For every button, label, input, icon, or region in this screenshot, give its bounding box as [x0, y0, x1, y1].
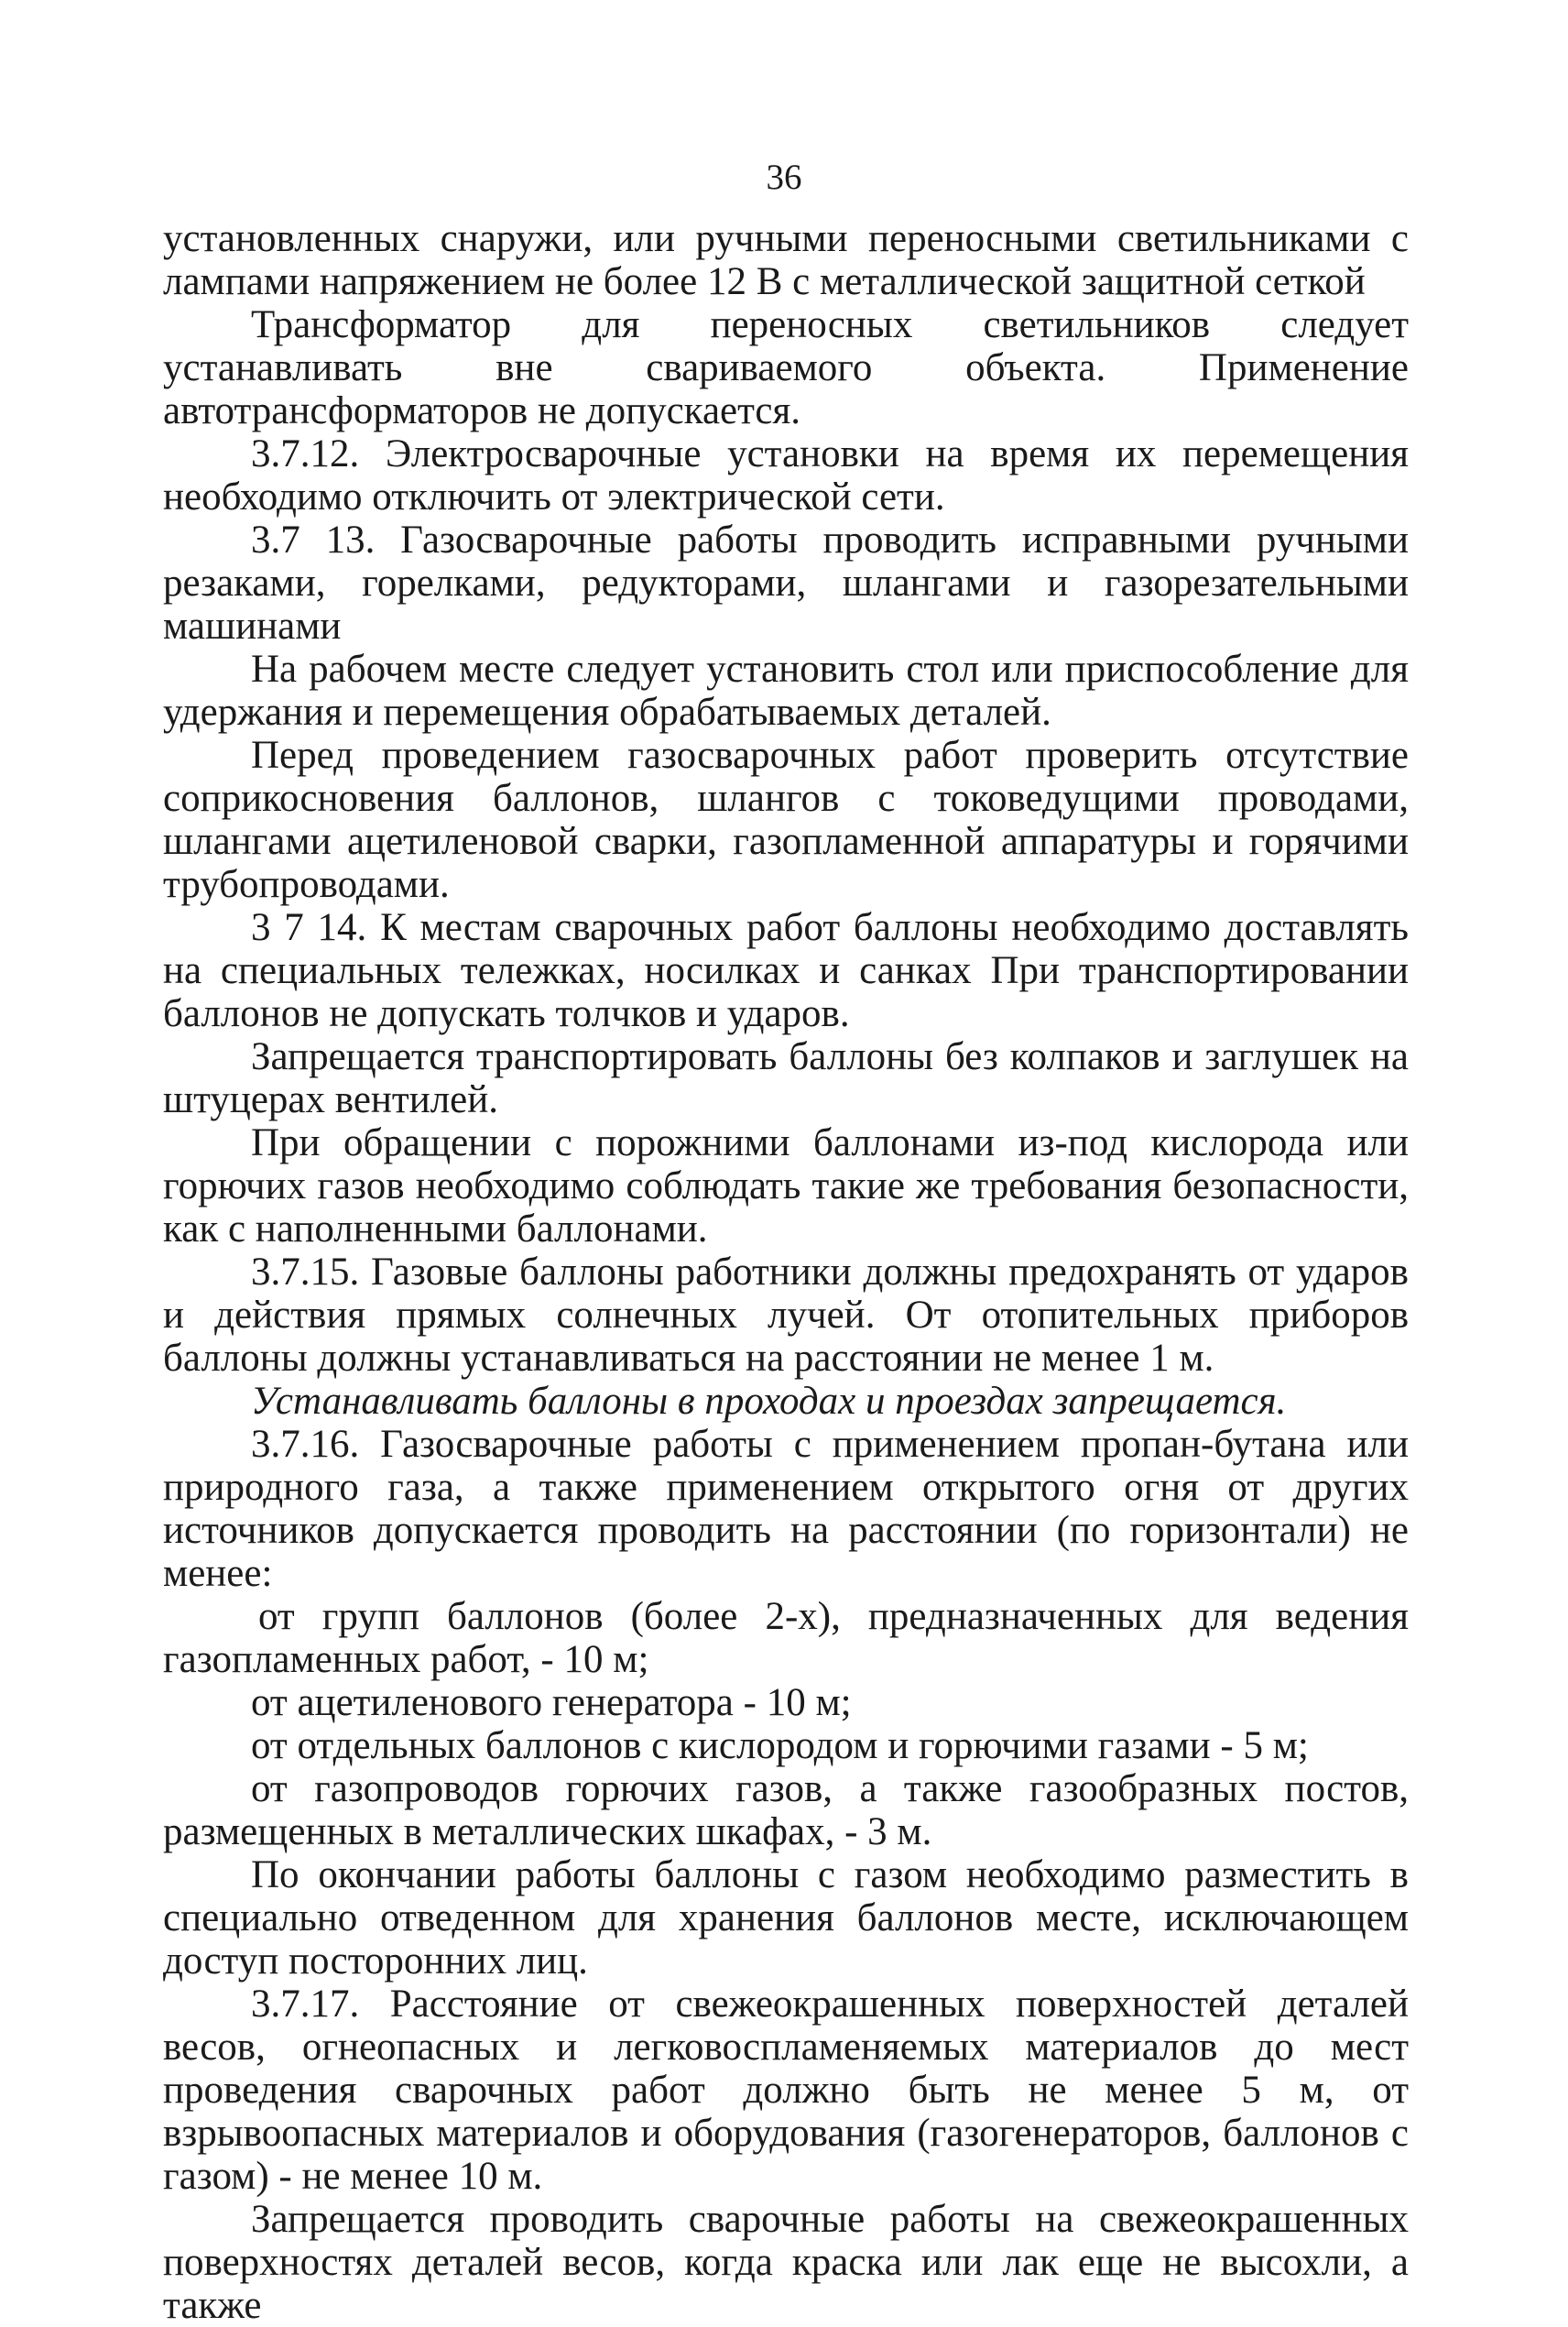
list-item: от ацетиленового генератора - 10 м;: [251, 1681, 852, 1724]
paragraph: 3.7.15. Газовые баллоны работники должны предохранять от ударов и действия прямых солнечных лучей. От отопительных приборов баллоны должны устанавливаться на расстоянии не менее 1 м.: [163, 1251, 1409, 1380]
document-body: [163, 217, 1409, 2327]
paragraph: Устанавливать баллоны в проходах и проездах запрещается.: [251, 1380, 1287, 1423]
paragraph: 3.7.12. Электросварочные установки на время их перемещения необходимо отключить от электрической сети.: [163, 432, 1409, 519]
paragraph: На рабочем месте следует установить стол или приспособление для удержания и перемещения обрабатываемых деталей.: [163, 648, 1409, 734]
list-item: от газопроводов горючих газов, а также газообразных постов, размещенных в металлических шкафах, - 3 м.: [163, 1767, 1409, 1853]
paragraph: 3.7.16. Газосварочные работы с применением пропан-бутана или природного газа, а также применением открытого огня от других источников допускается проводить на расстоянии (по горизонтали) не менее:: [163, 1423, 1409, 1595]
paragraph: Запрещается транспортировать баллоны без колпаков и заглушек на штуцерах вентилей.: [163, 1035, 1409, 1121]
paragraph: 3.7.17. Расстояние от свежеокрашенных поверхностей деталей весов, огнеопасных и легковоспламеняемых материалов до мест проведения сварочных работ должно быть не менее 5 м, от взрывоопасных материалов и оборудования (газогенераторов, баллонов с газом) - не менее 10 м.: [163, 1983, 1409, 2198]
paragraph: 3.7 13. Газосварочные работы проводить исправными ручными резаками, горелками, редукторами, шлангами и газорезательными машинами: [163, 519, 1409, 648]
paragraph: Перед проведением газосварочных работ проверить отсутствие соприкосновения баллонов, шлангов с токоведущими проводами, шлангами ацетиленовой сварки, газопламенной аппаратуры и горячими трубопроводами.: [163, 734, 1409, 906]
paragraph: Запрещается проводить сварочные работы на свежеокрашенных поверхностях деталей весов, когда краска или лак еще не высохли, а также: [163, 2198, 1409, 2327]
paragraph: 3 7 14. К местам сварочных работ баллоны необходимо доставлять на специальных тележках, носилках и санках При транспортировании баллонов не допускать толчков и ударов.: [163, 906, 1409, 1035]
paragraph: По окончании работы баллоны с газом необходимо разместить в специально отведенном для хранения баллонов месте, исключающем доступ посторонних лиц.: [163, 1853, 1409, 1983]
list-item: от отдельных баллонов с кислородом и горючими газами - 5 м;: [251, 1724, 1309, 1767]
list-item: от групп баллонов (более 2-х), предназначенных для ведения газопламенных работ, - 10 м;: [163, 1595, 1409, 1681]
paragraph: установленных снаружи, или ручными переносными светильниками с лампами напряжением не более 12 В с металлической защитной сеткой: [163, 217, 1409, 303]
paragraph: Трансформатор для переносных светильников следует устанавливать вне свариваемого объекта. Применение автотрансформаторов не допускается.: [163, 303, 1409, 432]
page-number: 36: [766, 158, 802, 197]
paragraph: При обращении с порожними баллонами из-под кислорода или горючих газов необходимо соблюдать такие же требования безопасности, как с наполненными баллонами.: [163, 1121, 1409, 1251]
